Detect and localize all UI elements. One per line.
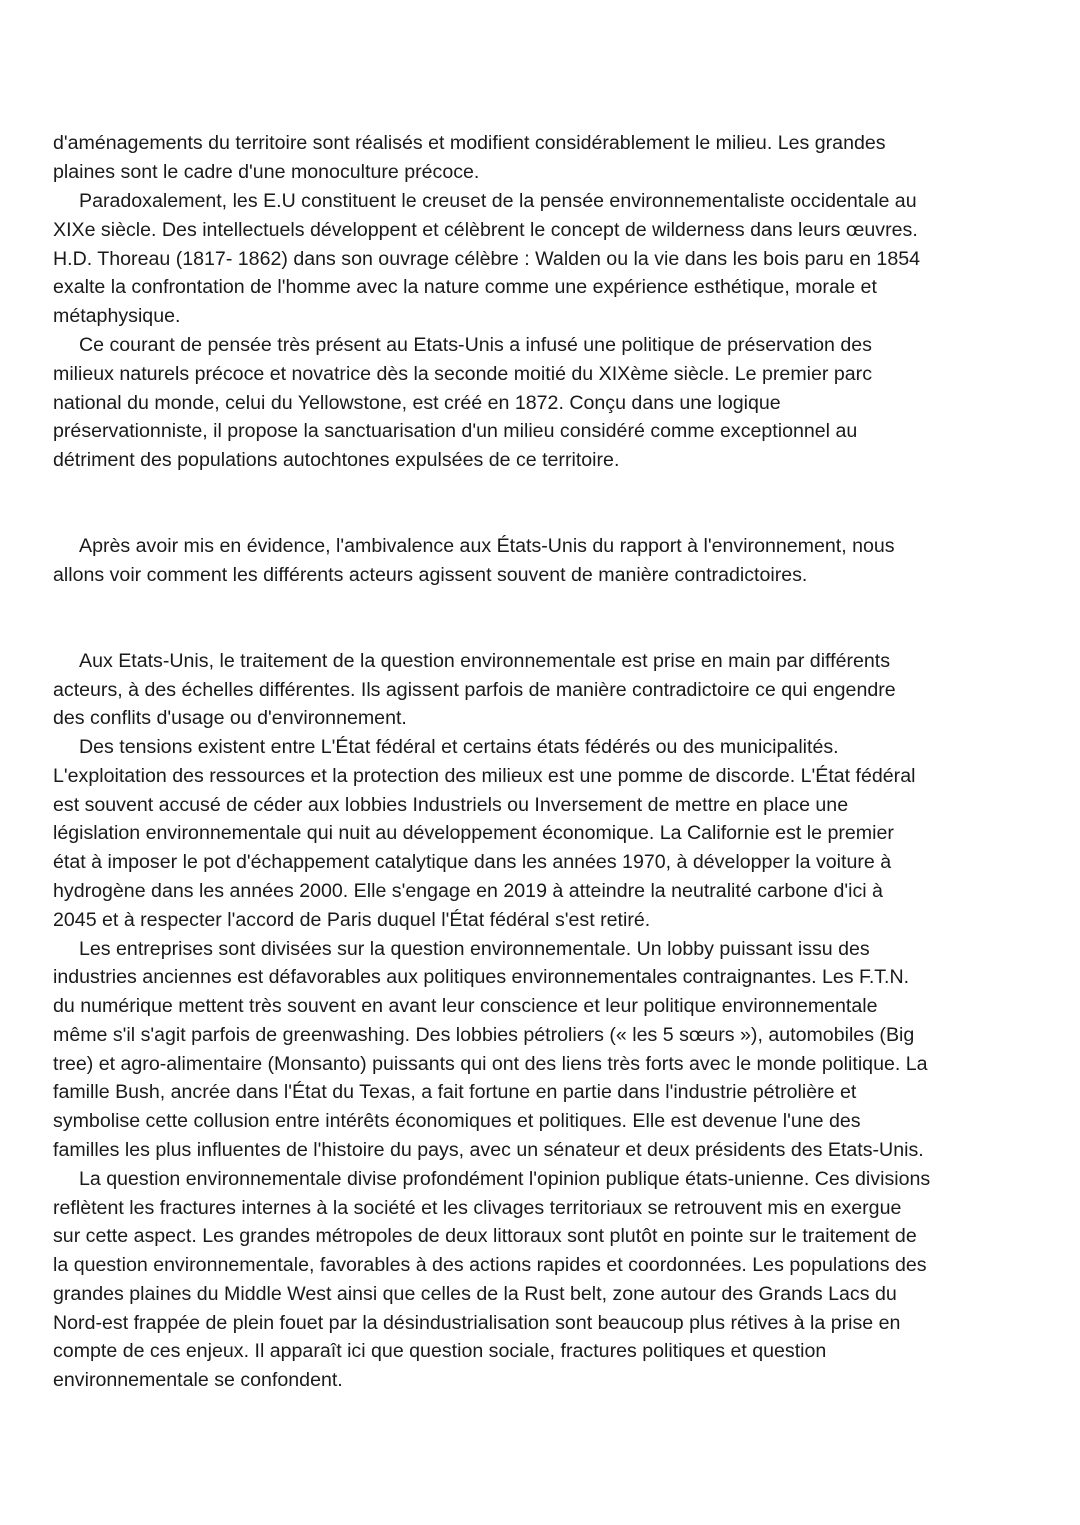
text-line: famille Bush, ancrée dans l'État du Texas, a fait fortune en partie dans l'industrie pétrolière et <box>53 1081 857 1103</box>
text-line: La question environnementale divise profondément l'opinion publique états-unienne. Ces divisions <box>79 1168 931 1190</box>
text-line: Les entreprises sont divisées sur la question environnementale. Un lobby puissant issu des <box>79 938 870 960</box>
text-line: H.D. Thoreau (1817- 1862) dans son ouvrage célèbre : Walden ou la vie dans les bois paru en 1854 <box>53 248 921 270</box>
text-line: est souvent accusé de céder aux lobbies Industriels ou Inversement de mettre en place une <box>53 794 849 816</box>
text-line: national du monde, celui du Yellowstone, est créé en 1872. Conçu dans une logique <box>53 392 781 414</box>
text-line: Aux Etats-Unis, le traitement de la question environnementale est prise en main par différents <box>79 650 891 672</box>
text-line: Après avoir mis en évidence, l'ambivalence aux États-Unis du rapport à l'environnement, nous <box>79 535 895 557</box>
text-line: la question environnementale, favorables à des actions rapides et coordonnées. Les populations des <box>53 1254 927 1276</box>
text-line: état à imposer le pot d'échappement catalytique dans les années 1970, à développer la voiture à <box>53 851 892 873</box>
text-line: des conflits d'usage ou d'environnement. <box>53 707 407 729</box>
text-line: reflètent les fractures internes à la société et les clivages territoriaux se retrouvent mis en exergue <box>53 1197 902 1219</box>
text-line: allons voir comment les différents acteurs agissent souvent de manière contradictoires. <box>53 564 808 586</box>
text-line: industries anciennes est défavorables aux politiques environnementales contraignantes. Les F.T.N. <box>53 966 910 988</box>
text-line: hydrogène dans les années 2000. Elle s'engage en 2019 à atteindre la neutralité carbone d'ici à <box>53 880 883 902</box>
text-line: milieux naturels précoce et novatrice dès la seconde moitié du XIXème siècle. Le premier parc <box>53 363 872 385</box>
text-line: exalte la confrontation de l'homme avec la nature comme une expérience esthétique, morale et <box>53 276 877 298</box>
text-line: plaines sont le cadre d'une monoculture précoce. <box>53 161 480 183</box>
text-line: compte de ces enjeux. Il apparaît ici que question sociale, fractures politiques et question <box>53 1340 827 1362</box>
text-line: Nord-est frappée de plein fouet par la désindustrialisation sont beaucoup plus rétives à la prise en <box>53 1312 901 1334</box>
text-line: Ce courant de pensée très présent au Etats-Unis a infusé une politique de préservation des <box>79 334 872 356</box>
text-line: législation environnementale qui nuit au développement économique. La Californie est le premier <box>53 822 894 844</box>
text-line: métaphysique. <box>53 305 181 327</box>
text-line: symbolise cette collusion entre intérêts économiques et politiques. Elle est devenue l'une des <box>53 1110 861 1132</box>
text-line: préservationniste, il propose la sanctuarisation d'un milieu considéré comme exceptionnel au <box>53 420 858 442</box>
text-line: familles les plus influentes de l'histoire du pays, avec un sénateur et deux présidents des Etats-Unis. <box>53 1139 924 1161</box>
text-line: Paradoxalement, les E.U constituent le creuset de la pensée environnementaliste occidentale au <box>79 190 917 212</box>
text-line: d'aménagements du territoire sont réalisés et modifient considérablement le milieu. Les grandes <box>53 132 886 154</box>
text-line: L'exploitation des ressources et la protection des milieux est une pomme de discorde. L'État fédéral <box>53 765 916 787</box>
text-line: acteurs, à des échelles différentes. Ils agissent parfois de manière contradictoire ce qui engendre <box>53 679 896 701</box>
text-line: détriment des populations autochtones expulsées de ce territoire. <box>53 449 620 471</box>
text-line: même s'il s'agit parfois de greenwashing. Des lobbies pétroliers (« les 5 sœurs »), automobiles (Big <box>53 1024 915 1046</box>
text-line: du numérique mettent très souvent en avant leur conscience et leur politique environnementale <box>53 995 878 1017</box>
text-line: sur cette aspect. Les grandes métropoles de deux littoraux sont plutôt en pointe sur le traitement de <box>53 1225 917 1247</box>
text-line: environnementale se confondent. <box>53 1369 343 1391</box>
text-line: tree) et agro-alimentaire (Monsanto) puissants qui ont des liens très forts avec le monde politique. La <box>53 1053 928 1075</box>
text-line: Des tensions existent entre L'État fédéral et certains états fédérés ou des municipalités. <box>79 736 839 758</box>
text-line: grandes plaines du Middle West ainsi que celles de la Rust belt, zone autour des Grands Lacs du <box>53 1283 897 1305</box>
text-line: 2045 et à respecter l'accord de Paris duquel l'État fédéral s'est retiré. <box>53 909 651 931</box>
text-line: XIXe siècle. Des intellectuels développent et célèbrent le concept de wilderness dans leurs œuvres. <box>53 219 918 241</box>
